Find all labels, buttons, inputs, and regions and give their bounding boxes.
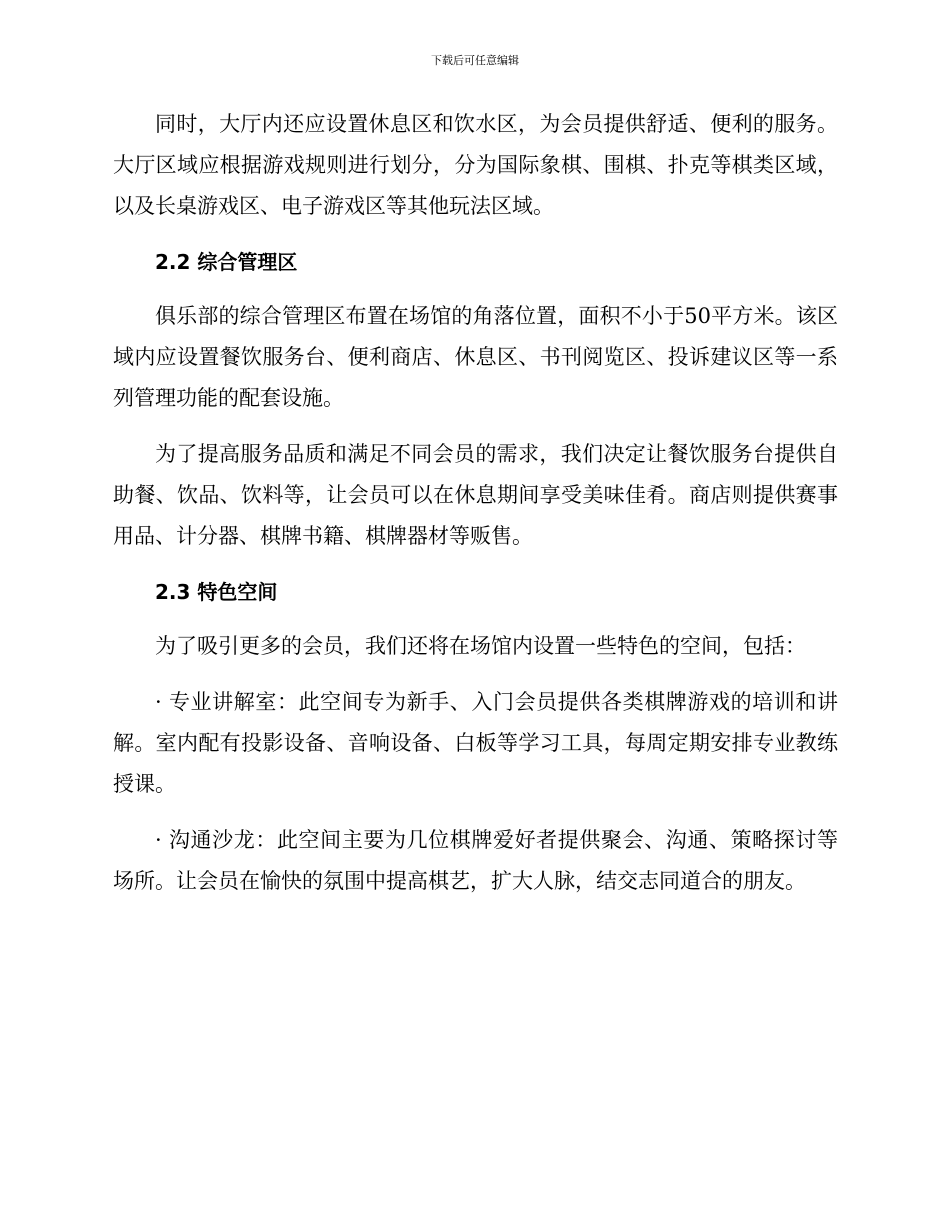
page-header: 下载后可任意编辑 (431, 54, 519, 67)
document-body (113, 104, 838, 917)
paragraph-special-spaces-intro: 为了吸引更多的会员，我们还将在场馆内设置一些特色的空间，包括： (155, 634, 806, 658)
paragraph-catering-service: 为了提高服务品质和满足不同会员的需求，我们决定让餐饮服务台提供自助餐、饮品、饮料等，让会员可以在休息期间享受美味佳肴。商店则提供赛事用品、计分器、棋牌书籍、棋牌器材等贩售。 (113, 442, 838, 548)
paragraph-management-area: 俱乐部的综合管理区布置在场馆的角落位置，面积不小于50平方米。该区域内应设置餐饮服务台、便利商店、休息区、书刊阅览区、投诉建议区等一系列管理功能的配套设施。 (113, 304, 838, 410)
list-item-lecture-room: · 专业讲解室：此空间专为新手、入门会员提供各类棋牌游戏的培训和讲解。室内配有投影设备、音响设备、白板等学习工具，每周定期安排专业教练授课。 (113, 690, 838, 796)
paragraph-lounge-areas: 同时，大厅内还应设置休息区和饮水区，为会员提供舒适、便利的服务。大厅区域应根据游戏规则进行划分，分为国际象棋、围棋、扑克等棋类区域，以及长桌游戏区、电子游戏区等其他玩法区域。 (113, 112, 838, 218)
section-heading-2-2: 2.2 综合管理区 (155, 250, 298, 274)
section-heading-2-3: 2.3 特色空间 (155, 580, 278, 604)
list-item-salon: · 沟通沙龙：此空间主要为几位棋牌爱好者提供聚会、沟通、策略探讨等场所。让会员在愉快的氛围中提高棋艺，扩大人脉，结交志同道合的朋友。 (113, 828, 838, 893)
